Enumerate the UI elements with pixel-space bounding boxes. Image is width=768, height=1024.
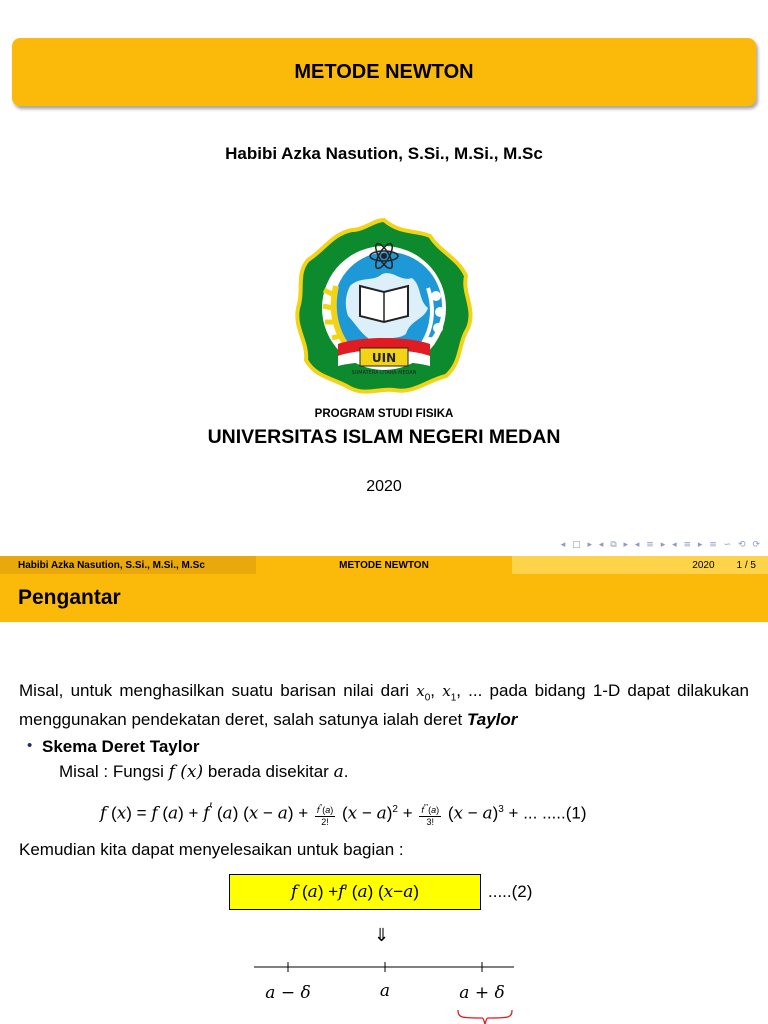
taylor-formula: f (x) = f (a) + f′ (a) (x − a) + $\frac{f''(a)}{2!}$ $(x - a)^2$ + $\frac{f'''(a)}{3!}$ $(x - a)^3$ + ... .....(1) <box>100 800 587 827</box>
misal-line: Misal : Fungsi f (x) berada disekitar a. <box>59 762 349 782</box>
bullet-heading: Skema Deret Taylor <box>42 737 200 756</box>
taylor-emphasis: Taylor <box>467 710 518 730</box>
logo-uin-text: UIN <box>371 351 397 365</box>
red-brace <box>458 1010 512 1024</box>
formula2-label: .....(2) <box>488 882 533 901</box>
highlighted-formula: f ( a ) + f ′ ( a ) ( x − a ) <box>229 874 481 910</box>
footline-right <box>512 556 768 574</box>
numline-right-label: a + δ <box>459 983 505 1003</box>
bullet-marker: • <box>27 737 33 754</box>
frame-title: Pengantar <box>0 574 768 622</box>
slide-title: METODE NEWTON <box>12 38 756 106</box>
numline-left-label: a − δ <box>265 983 311 1003</box>
footline-title: METODE NEWTON <box>256 556 512 574</box>
author-name: Habibi Azka Nasution, S.Si., M.Si., M.Sc <box>225 144 543 163</box>
university-logo <box>290 216 478 394</box>
number-line <box>250 958 518 1024</box>
footline <box>0 556 768 574</box>
intro-paragraph: Misal, untuk menghasilkan suatu barisan nilai dari $x_0$, $x_1$, ... pada bidang 1-D dapat dilakukan menggunakan pendekatan deret, salah satunya ialah deret Taylor <box>19 681 749 730</box>
footline-year: 2020 <box>692 559 715 571</box>
formula1-label: .....(1) <box>542 803 587 823</box>
beamer-nav-symbols[interactable]: ◂ □ ▸ ◂ ⧉ ▸ ◂ ≡ ▸ ◂ ≡ ▸ ≡ ∽ ⟲ ⟳ <box>560 540 762 550</box>
numline-mid-label: a <box>379 981 391 1001</box>
logo-sub-text: SUMATERA UTARA MEDAN <box>351 370 417 376</box>
university-name: UNIVERSITAS ISLAM NEGERI MEDAN <box>207 426 561 448</box>
kemudian-text: Kemudian kita dapat menyelesaikan untuk bagian : <box>19 840 404 859</box>
footline-page: 1 / 5 <box>736 559 756 571</box>
down-double-arrow-icon: ⇓ <box>374 925 390 945</box>
year: 2020 <box>366 478 402 495</box>
footline-author: Habibi Azka Nasution, S.Si., M.Si., M.Sc <box>0 556 256 574</box>
program-name: PROGRAM STUDI FISIKA <box>314 408 454 420</box>
